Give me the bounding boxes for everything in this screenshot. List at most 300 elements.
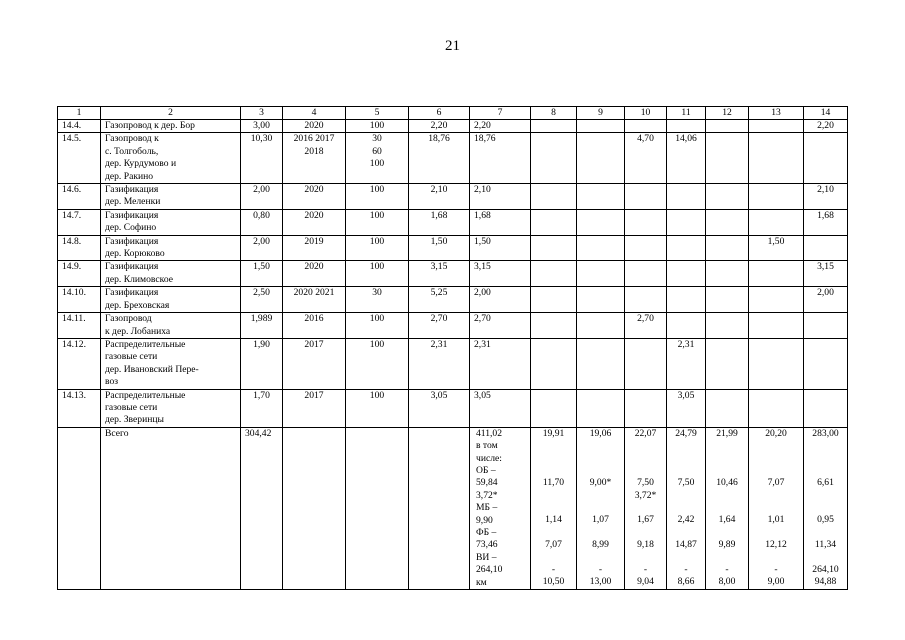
total-line: 9,90 [476, 514, 493, 526]
table-row [58, 338, 848, 389]
spacer [535, 453, 572, 465]
year-amount: 3,15 [804, 261, 848, 287]
total-line: 73,46 [476, 539, 498, 551]
spacer [671, 453, 701, 465]
readiness-percent-line: 100 [369, 313, 385, 325]
spacer [629, 453, 662, 465]
readiness-percent [346, 235, 409, 261]
spacer [753, 453, 799, 465]
program-cost: 2,00 [470, 287, 531, 313]
year-amount [667, 184, 706, 210]
years [283, 120, 346, 133]
year-amount [577, 184, 625, 210]
total-vi: 264,10 [812, 564, 839, 576]
item-name-line: дер. Курдумово и [105, 158, 177, 170]
year-amount [804, 389, 848, 427]
total-km: 13,00 [589, 576, 612, 588]
item-number: 14.6. [58, 184, 101, 210]
total-total: 21,99 [716, 427, 738, 439]
spacer [753, 440, 799, 452]
total-cost: 1,50 [409, 235, 470, 261]
year-amount: 2,00 [804, 287, 848, 313]
year-amount: 2,31 [667, 338, 706, 389]
total-line: ФБ – [476, 527, 497, 538]
year-amount [531, 261, 577, 287]
spacer [808, 527, 843, 539]
item-name-line: с. Толгоболь, [105, 145, 159, 157]
column-header: 6 [409, 107, 470, 120]
readiness-percent-line: 100 [369, 261, 385, 273]
total-line: 411,02 [476, 427, 503, 439]
program-cost: 18,76 [470, 133, 531, 184]
total-line: ОБ – [476, 464, 496, 476]
total-fb: 14,87 [675, 539, 697, 551]
total-ob: 7,50 [637, 477, 654, 489]
year-amount [625, 120, 667, 133]
spacer [629, 502, 662, 514]
item-name [101, 287, 241, 313]
year-amount: 1,50 [749, 235, 804, 261]
year-amount [749, 184, 804, 210]
column-header: 2 [101, 107, 241, 120]
spacer [710, 453, 744, 465]
readiness-percent-line: 60 [372, 145, 382, 157]
spacer [808, 552, 843, 564]
item-name-line: газовые сети [105, 401, 158, 413]
total-cost: 1,68 [409, 209, 470, 235]
total-total: 24,79 [675, 427, 697, 439]
item-name-line: газовые сети [105, 351, 158, 363]
total-total: 283,00 [812, 427, 839, 439]
total-mb: 1,01 [767, 514, 785, 526]
item-name [101, 261, 241, 287]
total-fb: 9,18 [637, 539, 654, 551]
spacer [753, 465, 799, 477]
table-row [58, 120, 848, 133]
year-amount [577, 133, 625, 184]
year-amount [577, 389, 625, 427]
total-km: 10,50 [542, 576, 565, 588]
years-line: 2017 [304, 338, 324, 350]
year-amount [531, 120, 577, 133]
column-header: 11 [667, 107, 706, 120]
year-amount [531, 184, 577, 210]
total-ob2 [753, 490, 799, 502]
year-amount [804, 313, 848, 339]
readiness-percent-line: 100 [369, 120, 385, 131]
total-cost: 2,10 [409, 184, 470, 210]
year-amount [749, 209, 804, 235]
total-number-cell [58, 427, 101, 589]
item-name-line: дер. Зверинцы [105, 414, 164, 426]
spacer [753, 527, 799, 539]
year-amount [531, 313, 577, 339]
years [283, 235, 346, 261]
year-amount [625, 209, 667, 235]
readiness-percent [346, 338, 409, 389]
year-amount [577, 313, 625, 339]
item-name-line: дер. Корюково [105, 248, 165, 260]
year-amount [625, 338, 667, 389]
total-ob: 10,46 [716, 477, 738, 489]
year-amount [667, 235, 706, 261]
total-line: ВИ – [476, 551, 497, 563]
page-number: 21 [445, 38, 460, 54]
spacer [671, 440, 701, 452]
readiness-percent-line: 30 [372, 133, 382, 145]
spacer [535, 527, 572, 539]
column-header: 10 [625, 107, 667, 120]
year-amount: 4,70 [625, 133, 667, 184]
readiness-percent [346, 133, 409, 184]
total-total: 19,06 [589, 427, 612, 439]
item-name-line: Газопровод к [105, 133, 159, 145]
column-header: 5 [346, 107, 409, 120]
year-amount: 3,05 [667, 389, 706, 427]
total-row [58, 427, 848, 589]
total-ob2 [808, 490, 843, 502]
item-name-line: Газификация [105, 184, 159, 196]
total-year-cell [667, 427, 706, 589]
total-ob: 7,07 [767, 477, 785, 489]
item-number: 14.7. [58, 209, 101, 235]
item-name [101, 209, 241, 235]
item-name [101, 235, 241, 261]
table-row [58, 209, 848, 235]
total-total: 20,20 [765, 427, 787, 439]
table-row [58, 235, 848, 261]
readiness-percent [346, 209, 409, 235]
item-name [101, 313, 241, 339]
total-line: 264,10 [476, 564, 503, 576]
total-km: 8,66 [677, 576, 695, 588]
total-cost: 3,05 [409, 389, 470, 427]
year-amount [625, 389, 667, 427]
spacer [535, 502, 572, 514]
years [283, 389, 346, 427]
readiness-percent-line: 30 [372, 287, 382, 299]
readiness-percent [346, 261, 409, 287]
item-name-line: Распределительные [105, 389, 186, 401]
empty-cell [283, 427, 346, 589]
readiness-percent-line: 100 [369, 209, 385, 221]
year-amount [749, 338, 804, 389]
total-line: км [476, 576, 487, 588]
item-name [101, 133, 241, 184]
column-header: 4 [283, 107, 346, 120]
column-header: 9 [577, 107, 625, 120]
total-km: 9,00 [767, 576, 785, 588]
item-number: 14.9. [58, 261, 101, 287]
item-name [101, 338, 241, 389]
year-amount [706, 338, 749, 389]
item-number: 14.10. [58, 287, 101, 313]
item-name-line: Газификация [105, 261, 159, 273]
year-amount [531, 209, 577, 235]
item-number: 14.11. [58, 313, 101, 339]
item-number: 14.8. [58, 235, 101, 261]
total-year-cell [749, 427, 804, 589]
readiness-percent [346, 313, 409, 339]
year-amount [706, 389, 749, 427]
years-line: 2020 [304, 261, 324, 273]
program-cost: 3,15 [470, 261, 531, 287]
item-name-line: дер. Климовское [105, 273, 173, 285]
item-number: 14.4. [58, 120, 101, 133]
total-mb: 1,67 [637, 514, 654, 526]
column-header: 13 [749, 107, 804, 120]
spacer [629, 440, 662, 452]
table-row [58, 184, 848, 210]
program-cost: 2,10 [470, 184, 531, 210]
total-year-cell [804, 427, 848, 589]
total-cost: 18,76 [409, 133, 470, 184]
spacer [808, 465, 843, 477]
readiness-percent-line: 100 [369, 235, 385, 247]
year-amount [706, 313, 749, 339]
years-line: 2016 2017 [293, 133, 335, 145]
item-name-line: дер. Ивановский Пере- [105, 363, 199, 375]
table-row [58, 313, 848, 339]
year-amount [706, 184, 749, 210]
item-name-line: воз [105, 376, 119, 388]
year-amount [667, 287, 706, 313]
year-amount [531, 133, 577, 184]
year-amount [706, 209, 749, 235]
year-amount [531, 389, 577, 427]
column-header: 3 [241, 107, 283, 120]
total-line: МБ – [476, 502, 498, 514]
total-vi: - [684, 564, 688, 576]
spacer [671, 502, 701, 514]
total-ob2: 3,72* [634, 489, 657, 501]
spacer [753, 502, 799, 514]
year-amount [625, 287, 667, 313]
years-line: 2020 [304, 184, 324, 196]
length-km: 3,00 [241, 120, 283, 133]
years-line: 2018 [304, 145, 324, 157]
total-total: 19,91 [542, 427, 565, 439]
column-header: 1 [58, 107, 101, 120]
years [283, 184, 346, 210]
years-line: 2017 [304, 389, 324, 401]
readiness-percent [346, 287, 409, 313]
total-year-cell [531, 427, 577, 589]
year-amount [706, 120, 749, 133]
program-cost: 2,70 [470, 313, 531, 339]
spacer [671, 552, 701, 564]
item-number: 14.5. [58, 133, 101, 184]
length-km: 1,50 [241, 261, 283, 287]
column-header: 8 [531, 107, 577, 120]
total-vi: - [725, 564, 729, 576]
year-amount [667, 261, 706, 287]
year-amount: 2,70 [625, 313, 667, 339]
year-amount [749, 287, 804, 313]
total-ob: 6,61 [817, 477, 834, 489]
length-km: 2,00 [241, 184, 283, 210]
length-km: 2,50 [241, 287, 283, 313]
year-amount [804, 133, 848, 184]
total-fb: 11,34 [814, 539, 837, 551]
item-name [101, 184, 241, 210]
gas-pipeline-table [57, 106, 848, 590]
spacer [808, 502, 843, 514]
year-amount [804, 235, 848, 261]
total-ob2 [581, 490, 620, 502]
spacer [710, 527, 744, 539]
total-vi: - [774, 564, 778, 576]
total-year-cell [577, 427, 625, 589]
total-total: 22,07 [634, 427, 657, 439]
spacer [629, 552, 662, 564]
table-row [58, 133, 848, 184]
total-mb: 0,95 [817, 514, 834, 526]
length-km: 0,80 [241, 209, 283, 235]
year-amount: 14,06 [667, 133, 706, 184]
year-amount [531, 338, 577, 389]
header-row [58, 107, 848, 120]
program-cost: 3,05 [470, 389, 531, 427]
total-fb: 7,07 [545, 539, 562, 551]
years [283, 287, 346, 313]
total-vi: - [643, 564, 648, 576]
program-cost: 1,68 [470, 209, 531, 235]
total-ob: 7,50 [677, 477, 695, 489]
readiness-percent-line: 100 [369, 338, 385, 350]
spacer [808, 453, 843, 465]
year-amount [706, 235, 749, 261]
year-amount [531, 235, 577, 261]
year-amount [749, 120, 804, 133]
table-row [58, 389, 848, 427]
readiness-percent-line: 100 [369, 389, 385, 401]
year-amount: 2,10 [804, 184, 848, 210]
length-km: 2,00 [241, 235, 283, 261]
total-vi: - [598, 564, 603, 576]
total-line: 3,72* [476, 489, 498, 501]
year-amount [577, 120, 625, 133]
item-name-line: Газопровод к дер. Бор [105, 120, 195, 131]
total-vi: - [551, 564, 556, 576]
years [283, 133, 346, 184]
readiness-percent [346, 120, 409, 133]
spacer [710, 440, 744, 452]
total-cost: 2,70 [409, 313, 470, 339]
table-row [58, 287, 848, 313]
spacer [671, 465, 701, 477]
item-name-line: Газификация [105, 287, 159, 299]
total-cost: 2,31 [409, 338, 470, 389]
item-name-line: к дер. Лобаниха [105, 325, 171, 337]
year-amount [531, 287, 577, 313]
spacer [629, 527, 662, 539]
program-cost: 1,50 [470, 235, 531, 261]
column-header: 7 [470, 107, 531, 120]
item-name-line: Газопровод [105, 313, 152, 325]
total-length: 304,42 [241, 427, 283, 589]
year-amount [625, 235, 667, 261]
spacer [710, 552, 744, 564]
year-amount [749, 261, 804, 287]
year-amount [577, 209, 625, 235]
total-cost: 5,25 [409, 287, 470, 313]
item-name-line: дер. Бреховская [105, 299, 170, 311]
year-amount [625, 261, 667, 287]
total-ob2 [710, 490, 744, 502]
year-amount [577, 261, 625, 287]
year-amount [625, 184, 667, 210]
years [283, 313, 346, 339]
years-line: 2016 [304, 313, 324, 325]
year-amount [667, 120, 706, 133]
item-number: 14.13. [58, 389, 101, 427]
total-km: 9,04 [637, 576, 654, 588]
total-line: числе: [476, 452, 502, 464]
spacer [535, 465, 572, 477]
spacer [581, 502, 620, 514]
spacer [808, 440, 843, 452]
total-fb: 12,12 [765, 539, 787, 551]
total-mb: 2,42 [677, 514, 695, 526]
total-cost-breakdown [470, 427, 531, 589]
year-amount [804, 338, 848, 389]
year-amount [577, 235, 625, 261]
item-name-line: дер. Софино [105, 222, 157, 234]
program-cost: 2,20 [470, 120, 531, 133]
year-amount [706, 287, 749, 313]
spacer [671, 527, 701, 539]
item-number: 14.12. [58, 338, 101, 389]
years-line: 2019 [304, 235, 324, 247]
column-header: 12 [706, 107, 749, 120]
spacer [535, 552, 572, 564]
empty-cell [346, 427, 409, 589]
length-km: 1,90 [241, 338, 283, 389]
length-km: 10,30 [241, 133, 283, 184]
year-amount [749, 313, 804, 339]
item-name-line: дер. Меленки [105, 196, 161, 208]
column-header: 14 [804, 107, 848, 120]
item-name-line: Газификация [105, 209, 159, 221]
readiness-percent-line: 100 [369, 184, 385, 196]
year-amount [706, 133, 749, 184]
years [283, 261, 346, 287]
total-line: в том [476, 440, 498, 452]
total-ob: 11,70 [542, 477, 565, 489]
years-line: 2020 2021 [293, 287, 335, 299]
total-ob2 [535, 490, 572, 502]
readiness-percent [346, 389, 409, 427]
year-amount [706, 261, 749, 287]
year-amount [577, 338, 625, 389]
years-line: 2020 [304, 120, 324, 131]
total-ob2 [671, 490, 701, 502]
table-row [58, 261, 848, 287]
total-ob: 9,00* [589, 477, 612, 489]
total-year-cell [706, 427, 749, 589]
length-km: 1,989 [241, 313, 283, 339]
year-amount [749, 389, 804, 427]
spacer [710, 465, 744, 477]
spacer [535, 440, 572, 452]
year-amount: 2,20 [804, 120, 848, 133]
total-mb: 1,07 [592, 514, 609, 526]
total-fb: 8,99 [592, 539, 609, 551]
item-name-line: Распределительные [105, 338, 186, 350]
total-mb: 1,64 [718, 514, 736, 526]
spacer [629, 465, 662, 477]
